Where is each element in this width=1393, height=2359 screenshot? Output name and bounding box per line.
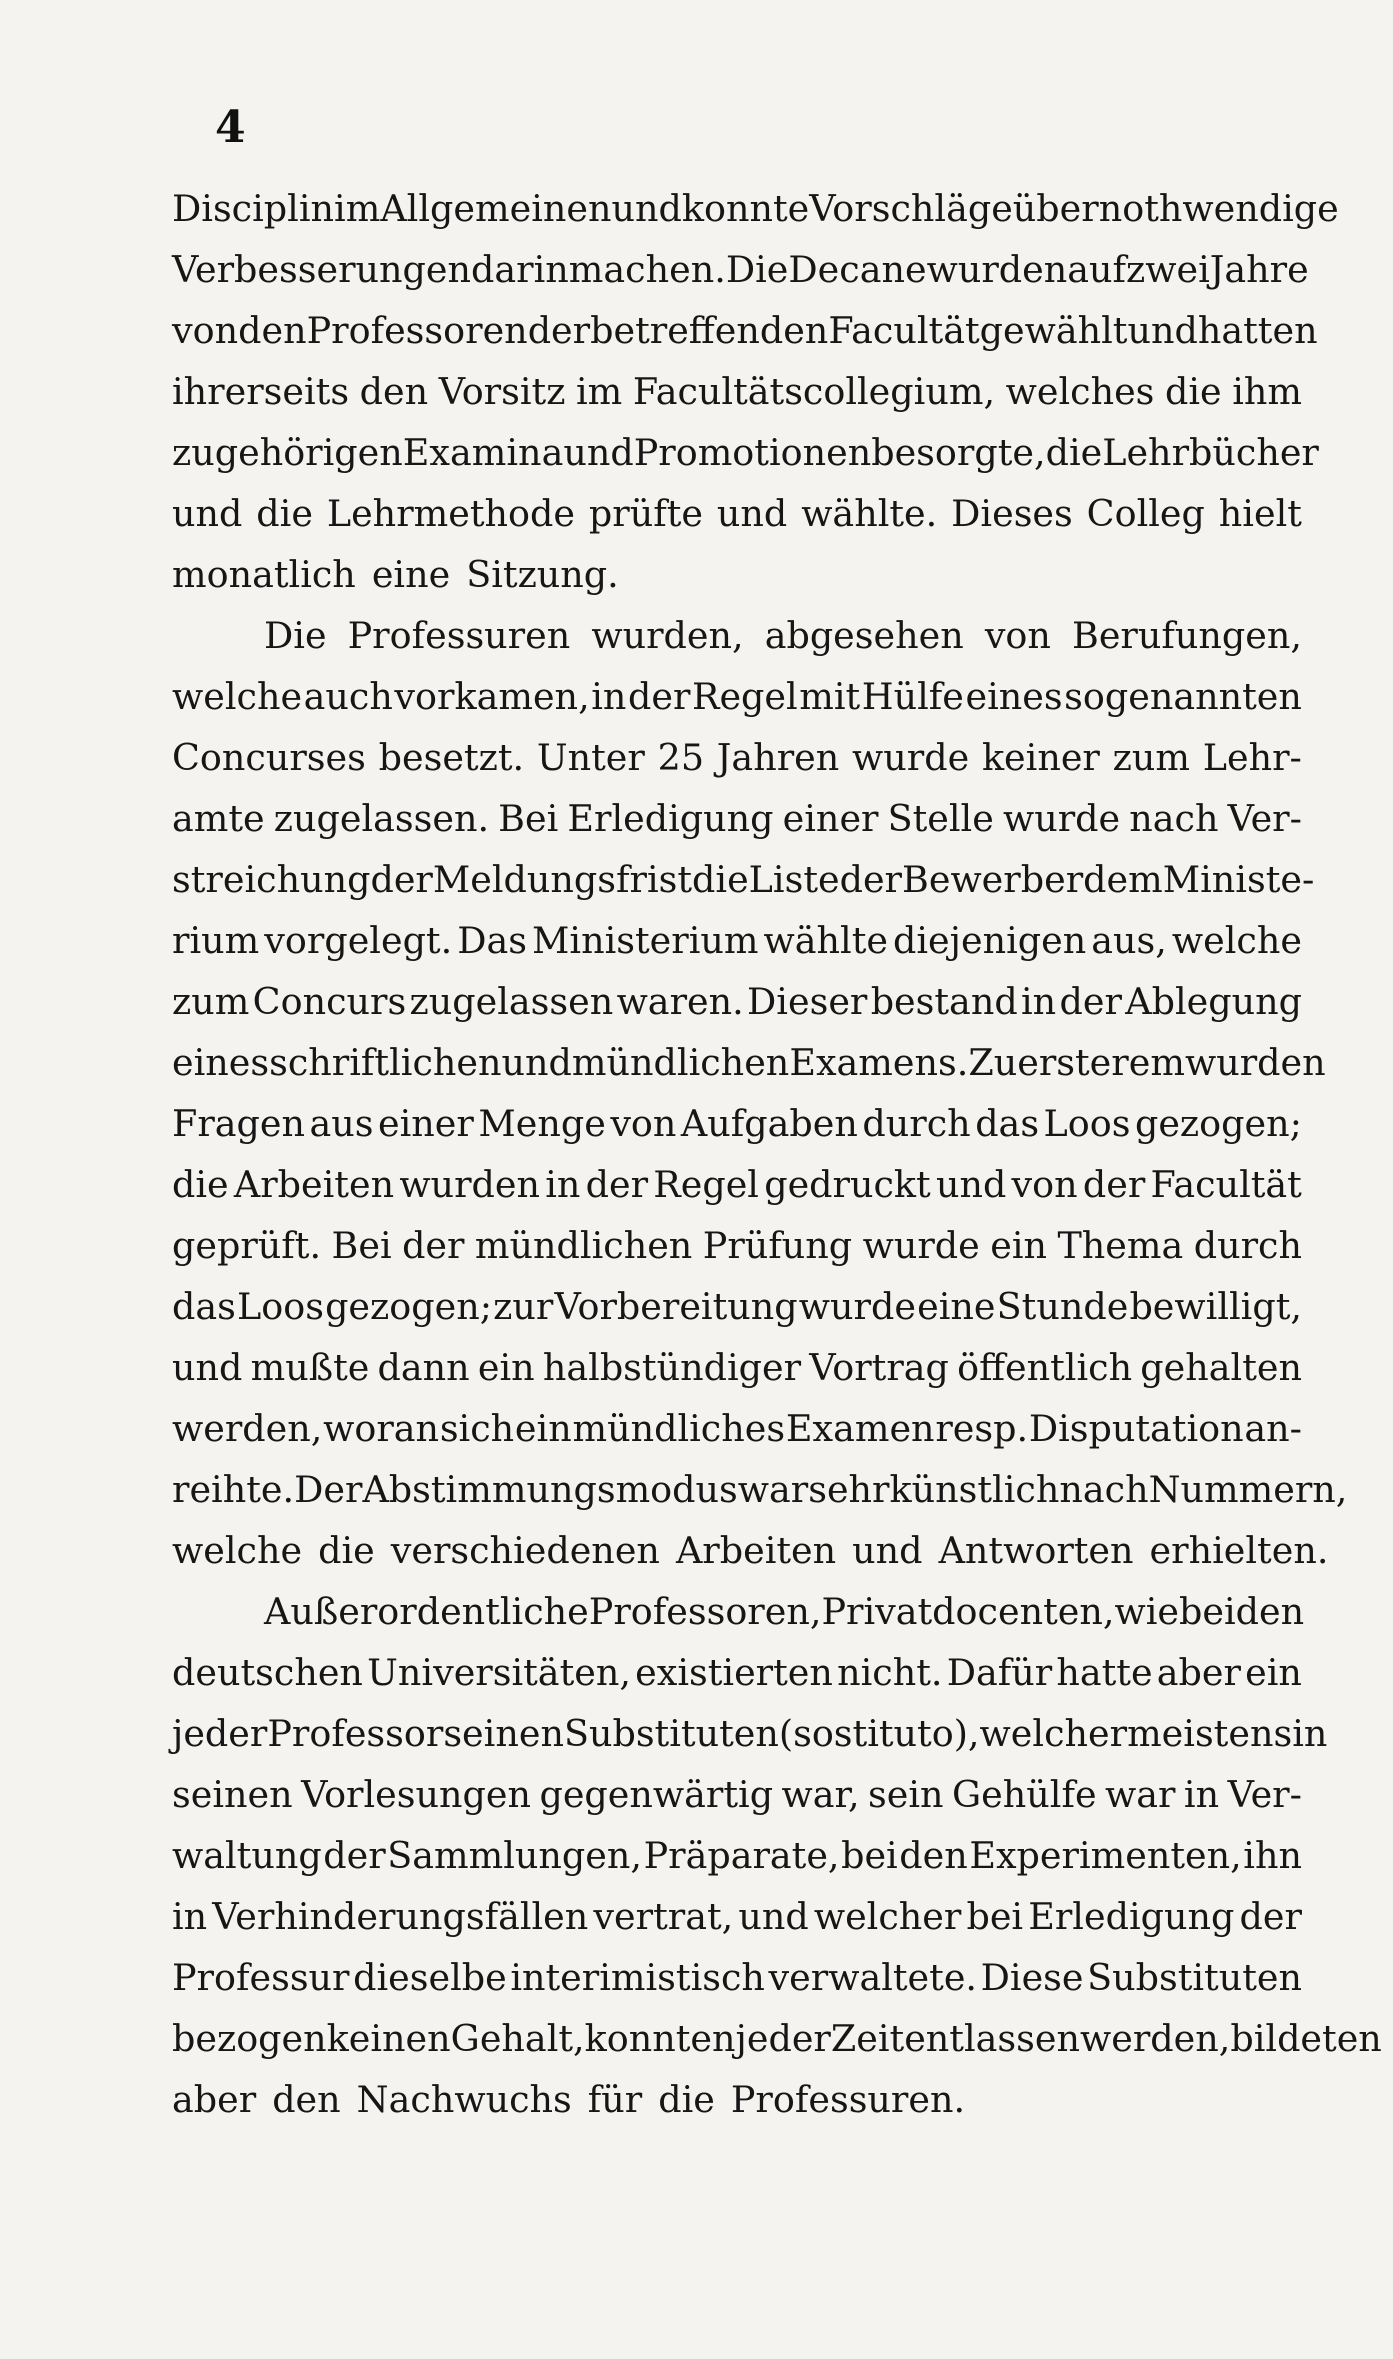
word: Lehrbücher	[1102, 431, 1319, 474]
word: darin	[471, 248, 569, 291]
word: Der	[294, 1468, 363, 1511]
word: Concurs	[252, 980, 407, 1023]
word: Antworten	[938, 1529, 1134, 1572]
word: Substituten	[563, 1712, 779, 1755]
word: Decane	[788, 248, 927, 291]
text-line	[172, 2008, 1382, 2069]
word: resp.	[935, 1407, 1029, 1450]
word: und	[738, 1895, 809, 1938]
text-line	[172, 666, 1302, 727]
word: abgesehen	[764, 614, 964, 657]
word: waren.	[616, 980, 744, 1023]
word: bestand	[870, 980, 1018, 1023]
word: jeder	[735, 2017, 831, 2060]
word: und	[501, 1041, 572, 1084]
word: und	[563, 431, 634, 474]
word: ein	[514, 1407, 572, 1450]
word: Professuren	[347, 614, 571, 657]
word: konnte	[681, 187, 810, 230]
word: seinen	[443, 1712, 564, 1755]
text-line	[172, 2069, 1302, 2130]
word: und	[1127, 309, 1198, 352]
text-line	[172, 727, 1302, 788]
word: Ministerium	[532, 919, 759, 962]
text-line	[172, 361, 1302, 422]
word: welche	[172, 1529, 303, 1572]
text-line	[172, 544, 1302, 605]
word: Berufungen,	[1072, 614, 1302, 657]
word: eine	[371, 553, 451, 596]
word: wurde	[852, 736, 970, 779]
word: eine	[917, 1285, 996, 1328]
text-line	[172, 300, 1318, 361]
word: ihn	[1243, 1834, 1302, 1877]
word: nach	[1059, 1468, 1149, 1511]
word: Nummern,	[1148, 1468, 1348, 1511]
word: vorkamen,	[394, 675, 590, 718]
word: öffentlich	[957, 1346, 1133, 1389]
word: Dafür	[946, 1651, 1053, 1694]
word: war	[1105, 1773, 1176, 1816]
word: den	[272, 2078, 341, 2121]
word: Loos	[237, 1285, 324, 1328]
word: Verbesserungen	[172, 248, 472, 291]
word: Vorschläge	[809, 187, 1013, 230]
word: werden,	[1079, 2017, 1231, 2060]
text-line	[172, 1276, 1302, 1337]
word: Zeit	[830, 2017, 905, 2060]
text-line	[172, 1337, 1302, 1398]
word: gezogen;	[1134, 1102, 1302, 1145]
word: welcher	[979, 1712, 1128, 1755]
word: Das	[457, 919, 527, 962]
word: keiner	[981, 736, 1100, 779]
text-line	[172, 1642, 1302, 1703]
word: meistens	[1127, 1712, 1293, 1755]
word: 25	[657, 736, 705, 779]
word: Vorlesungen	[301, 1773, 532, 1816]
word: Facultät	[828, 309, 980, 352]
word: dieselbe	[353, 1956, 507, 1999]
word: nothwendige	[1098, 187, 1339, 230]
word: ihrerseits	[172, 370, 350, 413]
word: und	[172, 1346, 243, 1389]
word: Professuren.	[730, 2078, 966, 2121]
word: seinen	[172, 1773, 293, 1816]
word: betreffenden	[590, 309, 829, 352]
word: sogenannten	[1064, 675, 1302, 718]
word: Experimenten,	[969, 1834, 1242, 1877]
word: Lehr-	[1202, 736, 1302, 779]
word: die	[318, 1529, 375, 1572]
word: hatten	[1197, 309, 1318, 352]
word: für	[587, 2078, 643, 2121]
word: durch	[1193, 1224, 1302, 1267]
word: bewilligt,	[1129, 1285, 1302, 1328]
word: gegenwärtig	[539, 1773, 774, 1816]
word: Ver-	[1227, 1773, 1302, 1816]
word: Hülfe	[861, 675, 964, 718]
word: das	[975, 1102, 1040, 1145]
text-line	[172, 1215, 1302, 1276]
word: Loos	[1043, 1102, 1131, 1145]
word: aber	[1156, 1651, 1241, 1694]
word: Menge	[478, 1102, 606, 1145]
word: die	[1045, 431, 1103, 474]
word: Erledigung	[567, 797, 774, 840]
word: bezogen	[172, 2017, 327, 2060]
word: Universitäten,	[367, 1651, 631, 1694]
word: erhielten.	[1149, 1529, 1329, 1572]
text-line	[172, 422, 1319, 483]
word: den	[899, 1834, 968, 1877]
word: Substituten	[1087, 1956, 1302, 1999]
word: Jahren	[716, 736, 840, 779]
word: Privatdocenten,	[821, 1590, 1115, 1633]
word: Bei	[498, 797, 559, 840]
word: mündlichen	[474, 1224, 693, 1267]
word: Liste	[748, 858, 840, 901]
word: keinen	[326, 2017, 451, 2060]
word: Zu	[968, 1041, 1018, 1084]
word: woran	[323, 1407, 440, 1450]
word: Regel	[653, 1163, 759, 1206]
text-line	[172, 849, 1315, 910]
word: welche	[1171, 919, 1302, 962]
word: den	[359, 370, 429, 413]
text-line	[172, 1032, 1326, 1093]
text-line	[172, 178, 1339, 239]
word: den	[1235, 1590, 1305, 1633]
word: und	[611, 187, 682, 230]
word: Examina	[402, 431, 564, 474]
word: gezogen;	[325, 1285, 493, 1328]
word: von	[1011, 1163, 1078, 1206]
word: Fragen	[172, 1102, 306, 1145]
text-line	[172, 1154, 1302, 1215]
text-line	[172, 788, 1302, 849]
word: wurden	[1184, 1041, 1326, 1084]
word: dann	[377, 1346, 470, 1389]
word: der	[527, 309, 591, 352]
word: Vorbereitung	[554, 1285, 798, 1328]
word: und	[935, 1163, 1007, 1206]
word: wurde	[1002, 797, 1121, 840]
word: der	[627, 675, 691, 718]
word: bei	[841, 1834, 898, 1877]
word: ihm	[1232, 370, 1302, 413]
word: zugelassen.	[273, 797, 490, 840]
word: der	[370, 858, 433, 901]
word: Professur	[172, 1956, 350, 1999]
page-number: 4	[215, 102, 246, 153]
word: und	[852, 1529, 923, 1572]
word: Allgemeinen	[380, 187, 612, 230]
word: wurden	[926, 248, 1068, 291]
word: im	[576, 370, 623, 413]
word: die	[1164, 370, 1222, 413]
word: streichung	[172, 858, 371, 901]
word: halbstündiger	[542, 1346, 802, 1389]
word: prüfte	[588, 492, 703, 535]
word: an-	[1244, 1407, 1302, 1450]
word: werden,	[172, 1407, 323, 1450]
word: Arbeiten	[233, 1163, 395, 1206]
text-line	[172, 971, 1302, 1032]
text-line	[172, 1520, 1329, 1581]
word: Disputation	[1028, 1407, 1244, 1450]
text-line	[172, 1825, 1302, 1886]
word: entlassen	[904, 2017, 1080, 2060]
word: wurde	[862, 1224, 980, 1267]
word: wählte.	[801, 492, 938, 535]
text-line	[172, 1703, 1328, 1764]
word: eines	[965, 675, 1063, 718]
word: über	[1012, 187, 1099, 230]
word: Verhinderungsfällen	[212, 1895, 589, 1938]
text-line	[172, 1886, 1302, 1947]
word: auf	[1067, 248, 1127, 291]
text-line	[172, 239, 1309, 300]
word: welcher	[813, 1895, 962, 1938]
word: von	[984, 614, 1051, 657]
word: wurden,	[591, 614, 744, 657]
word: in	[591, 675, 627, 718]
word: Colleg	[1086, 492, 1205, 535]
word: dem	[1083, 858, 1163, 901]
word: ersterem	[1017, 1041, 1185, 1084]
word: den	[238, 309, 307, 352]
word: konnten	[584, 2017, 736, 2060]
word: mündliches	[572, 1407, 786, 1450]
word: Vortrag	[809, 1346, 949, 1389]
word: Präparate,	[643, 1834, 840, 1877]
word: Bewerber	[902, 858, 1084, 901]
word: der	[402, 1224, 465, 1267]
word: (sostituto),	[778, 1712, 980, 1755]
word: zum	[172, 980, 250, 1023]
word: von	[610, 1102, 677, 1145]
word: Stelle	[887, 797, 994, 840]
word: gewählt	[979, 309, 1128, 352]
word: Die	[264, 614, 327, 657]
word: ein	[1245, 1651, 1302, 1694]
word: welches	[1005, 370, 1155, 413]
word: ein	[477, 1346, 535, 1389]
word: amte	[172, 797, 265, 840]
word: Sitzung.	[466, 553, 619, 596]
word: zum	[1112, 736, 1190, 779]
word: Professoren	[306, 309, 528, 352]
word: Bei	[331, 1224, 392, 1267]
word: Professor	[267, 1712, 444, 1755]
word: einer	[378, 1102, 474, 1145]
word: wurde	[798, 1285, 916, 1328]
word: wie	[1114, 1590, 1179, 1633]
word: Erledigung	[1028, 1895, 1235, 1938]
text-line	[172, 910, 1302, 971]
word: verschiedenen	[390, 1529, 660, 1572]
word: deutschen	[172, 1651, 363, 1694]
word: in	[1183, 1773, 1220, 1816]
word: nach	[1129, 797, 1219, 840]
word: machen.	[568, 248, 726, 291]
word: der	[1059, 980, 1122, 1023]
word: Lehrmethode	[326, 492, 575, 535]
word: Nachwuchs	[356, 2078, 572, 2121]
word: Aufgaben	[680, 1102, 858, 1145]
word: Vorsitz	[438, 370, 566, 413]
word: Abstimmungsmodus	[362, 1468, 738, 1511]
word: der	[1082, 1163, 1146, 1206]
word: in	[1292, 1712, 1328, 1755]
word: in	[172, 1895, 208, 1938]
word: aber	[172, 2078, 257, 2121]
word: Disciplin	[172, 187, 335, 230]
word: und	[172, 492, 243, 535]
paragraph	[172, 1581, 1382, 2130]
word: war	[737, 1468, 809, 1511]
word: Diese	[980, 1956, 1084, 1999]
word: Die	[725, 248, 789, 291]
word: besorgte,	[871, 431, 1046, 474]
word: die	[256, 492, 313, 535]
word: wurden	[399, 1163, 540, 1206]
word: Ver-	[1227, 797, 1302, 840]
word: Facultät	[1150, 1163, 1302, 1206]
text-line	[172, 1398, 1302, 1459]
word: diejenigen	[893, 919, 1087, 962]
word: eines	[172, 1041, 270, 1084]
word: Professoren,	[588, 1590, 822, 1633]
word: Dieser	[747, 980, 868, 1023]
word: zwei	[1126, 248, 1210, 291]
word: mußte	[250, 1346, 370, 1389]
word: und	[716, 492, 788, 535]
word: durch	[862, 1102, 971, 1145]
word: der	[323, 1834, 386, 1877]
word: die	[692, 858, 749, 901]
word: Prüfung	[702, 1224, 853, 1267]
word: der	[585, 1163, 649, 1206]
word: Gehalt,	[450, 2017, 585, 2060]
word: Meldungsfrist	[432, 858, 693, 901]
word: besetzt.	[378, 736, 525, 779]
word: das	[172, 1285, 236, 1328]
text-line	[172, 1764, 1302, 1825]
word: Examen	[785, 1407, 935, 1450]
paragraph	[172, 178, 1339, 605]
word: ein	[990, 1224, 1048, 1267]
word: rium	[172, 919, 260, 962]
word: Facultätscollegium,	[632, 370, 996, 413]
word: hielt	[1218, 492, 1302, 535]
word: verwaltete.	[768, 1956, 978, 1999]
word: aus,	[1091, 919, 1167, 962]
word: zugelassen	[409, 980, 614, 1023]
word: der	[839, 858, 903, 901]
word: auch	[303, 675, 393, 718]
word: Thema	[1057, 1224, 1184, 1267]
word: reihte.	[172, 1468, 295, 1511]
text-line	[172, 1093, 1302, 1154]
word: bildeten	[1230, 2017, 1382, 2060]
word: in	[545, 1163, 581, 1206]
word: bei	[1178, 1590, 1236, 1633]
word: nicht.	[837, 1651, 943, 1694]
word: in	[1021, 980, 1057, 1023]
word: der	[1239, 1895, 1302, 1938]
word: sehr	[808, 1468, 890, 1511]
word: Jahre	[1209, 248, 1309, 291]
word: schriftlichen	[269, 1041, 502, 1084]
word: aus	[309, 1102, 374, 1145]
word: mündlichen	[571, 1041, 790, 1084]
word: Arbeiten	[675, 1529, 837, 1572]
word: hatte	[1056, 1651, 1153, 1694]
word: Außerordentliche	[264, 1590, 589, 1633]
word: gedruckt	[764, 1163, 931, 1206]
word: von	[172, 309, 239, 352]
word: existierten	[635, 1651, 833, 1694]
text-line	[172, 1947, 1302, 2008]
word: zur	[493, 1285, 554, 1328]
word: jeder	[172, 1712, 268, 1755]
word: Stunde	[996, 1285, 1129, 1328]
word: künstlich	[889, 1468, 1060, 1511]
word: Gehülfe	[952, 1773, 1097, 1816]
word: die	[172, 1163, 229, 1206]
word: welche	[172, 675, 303, 718]
text-line	[172, 483, 1302, 544]
word: zugehörigen	[172, 431, 403, 474]
word: vertrat,	[593, 1895, 734, 1938]
word: vorgelegt.	[264, 919, 453, 962]
word: monatlich	[172, 553, 356, 596]
paragraph	[172, 605, 1348, 1581]
word: gehalten	[1140, 1346, 1302, 1389]
word: Promotionen	[633, 431, 872, 474]
word: war,	[781, 1773, 860, 1816]
text-line	[172, 605, 1302, 666]
word: waltung	[172, 1834, 322, 1877]
text-line	[172, 1581, 1305, 1642]
word: Concurses	[172, 736, 366, 779]
word: geprüft.	[172, 1224, 322, 1267]
word: Regel	[691, 675, 798, 718]
word: Dieses	[951, 492, 1073, 535]
word: mit	[799, 675, 861, 718]
word: bei	[966, 1895, 1024, 1938]
word: die	[658, 2078, 715, 2121]
word: interimistisch	[510, 1956, 765, 1999]
word: Ablegung	[1125, 980, 1302, 1023]
word: einer	[782, 797, 879, 840]
word: im	[334, 187, 381, 230]
word: Unter	[536, 736, 645, 779]
word: Sammlungen,	[387, 1834, 643, 1877]
word: sein	[868, 1773, 944, 1816]
word: wählte	[763, 919, 888, 962]
word: sich	[439, 1407, 515, 1450]
text-line	[172, 1459, 1348, 1520]
word: Ministe-	[1162, 858, 1315, 901]
body-text	[172, 178, 1382, 2130]
word: Examens.	[789, 1041, 969, 1084]
